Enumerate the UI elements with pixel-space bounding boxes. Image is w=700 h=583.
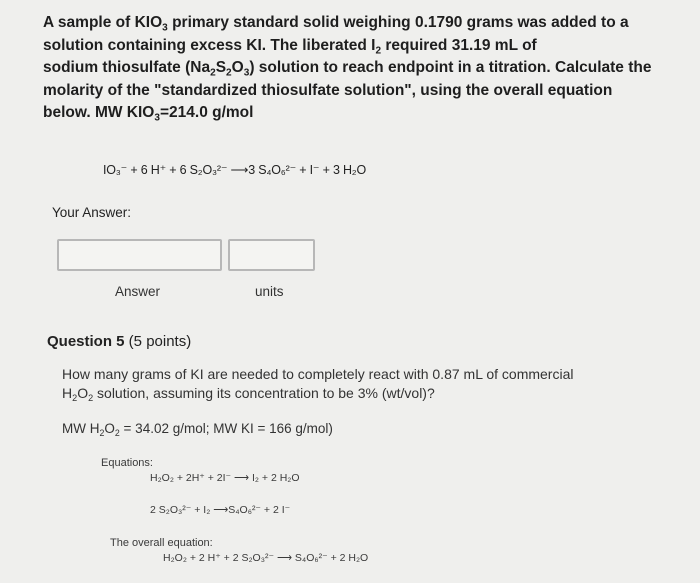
q4-line-2: solution containing excess KI. The liberated $I_2$ required 31.19 mL of [43,36,537,57]
equations-label: Equations: [101,457,153,469]
q4-line-5: below. MW $KIO_3=214.0$ g/mol [43,104,254,124]
answer-field-label: Answer [115,284,161,299]
molar-mass-info: MW $H_2O_2 = 34.02$ g/mol; MW KI = 166 g/mol) [62,421,333,439]
question-5-text [62,365,662,403]
question-4-text [43,12,683,125]
q4-line-4: molarity of the "standardized thiosulfate solution", using the overall equation [43,81,613,99]
q4-line-3: sodium thiosulfate $(Na_2S_2O_3)$ solution to reach endpoint in a titration. Calculate the [43,59,652,79]
units-field-label: units [255,284,284,299]
units-input[interactable] [228,239,315,271]
your-answer-label: Your Answer: [52,205,132,220]
overall-equation: H₂O₂ + 2 H⁺ + 2 S₂O₃²⁻ ⟶ S₄O₆²⁻ + 2 H₂O [163,552,369,564]
q4-equation: IO₃⁻ + 6 H⁺ + 6 S₂O₃²⁻ ⟶3 S₄O₆²⁻ + I⁻ + 3 H₂O [103,163,366,177]
q4-line-1: A sample of $KIO_3$ primary standard solid weighing 0.1790 grams was added to a [43,14,629,34]
equation-b: 2 S₂O₃²⁻ + I₂ ⟶S₄O₆²⁻ + 2 I⁻ [150,504,291,516]
q5-line-2: $H_2O_2$ solution, assuming its concentration to be 3% (wt/vol)? [62,385,435,404]
answer-input[interactable] [57,239,222,271]
equation-a: H₂O₂ + 2H⁺ + 2I⁻ ⟶ I₂ + 2 H₂O [150,472,300,484]
overall-equation-label: The overall equation: [110,537,213,549]
q5-line-1: How many grams of KI are needed to completely react with 0.87 mL of commercial [62,366,574,382]
question-5-title: Question 5 (5 points) [47,333,192,350]
